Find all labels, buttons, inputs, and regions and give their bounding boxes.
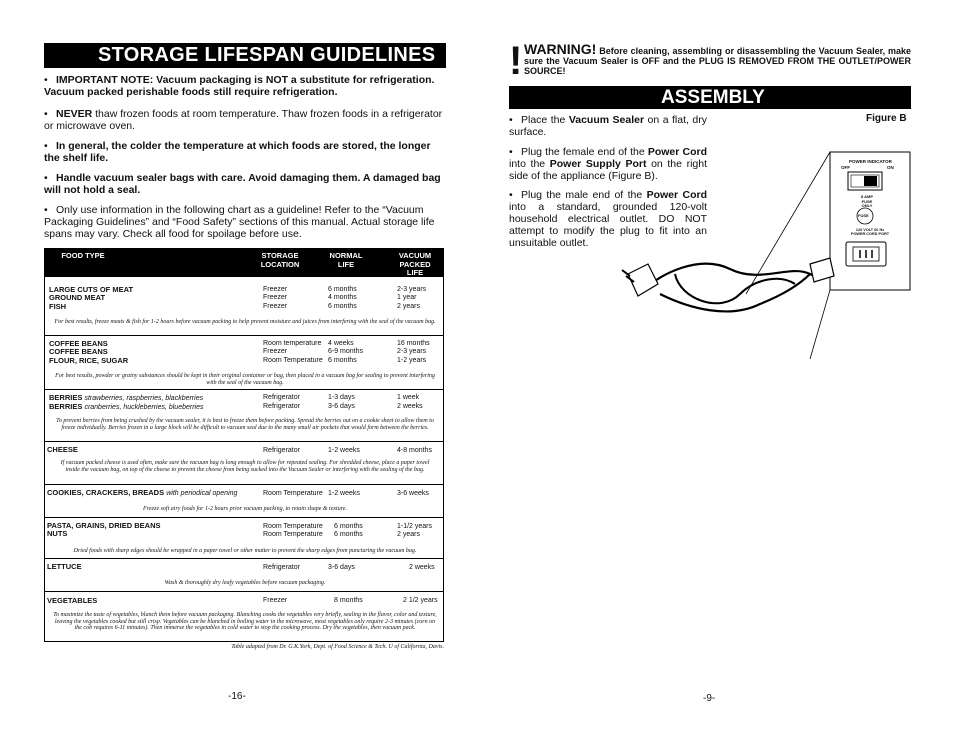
header-vacuum-packed-life: VACUUM PACKED LIFE — [398, 251, 432, 277]
table-row-normal: 4 months — [328, 294, 357, 301]
storage-table — [44, 248, 444, 642]
figure-caption: Figure B — [866, 113, 907, 124]
table-row-normal: 6 months — [328, 357, 357, 364]
page-number-right: -9- — [703, 693, 716, 704]
power-cord — [645, 264, 830, 289]
table-row-location: Refrigerator — [263, 403, 300, 410]
table-row-location: Freezer — [263, 597, 288, 604]
table-divider — [45, 517, 443, 518]
table-row-food: FISH — [49, 302, 67, 311]
bullet-colder-temp: • In general, the colder the temperature at which foods are stored, the longer the shelf life. — [44, 140, 431, 164]
fuse-label: FUSE — [858, 213, 869, 218]
table-note-coffee: For best results, powder or grainy substances should be kept in their original container or bag, then placed in a vacuum bag for sealing to prevent interfering with the seal of the vacuum bag. — [55, 373, 435, 386]
table-row-location: Room Temperature — [263, 490, 323, 497]
table-row-vacuum: 2 years — [397, 531, 420, 538]
switch-on-label: ON — [887, 165, 894, 170]
table-row-location: Freezer — [263, 303, 288, 310]
header-food-type: FOOD TYPE — [61, 251, 105, 260]
table-row-normal: 3-6 days — [328, 403, 355, 410]
table-row-normal: 6 months — [328, 303, 357, 310]
table-row-food: NUTS — [47, 529, 68, 538]
table-row-location: Room temperature — [263, 340, 322, 347]
table-row-vacuum: 1 year — [397, 294, 417, 301]
table-row-food: BERRIES cranberries, huckleberries, blueberries — [49, 402, 204, 411]
bullet-never-thaw: • NEVER thaw frozen foods at room temperature. Thaw frozen foods in a refrigerator or microwave oven. — [44, 108, 443, 132]
step-plug-female: • Plug the female end of the Power Cord into the Power Supply Port on the right side of the appliance (Figure B). — [509, 146, 707, 182]
table-row-location: Refrigerator — [263, 447, 300, 454]
table-row-location: Room Temperature — [263, 531, 323, 538]
table-header — [45, 249, 443, 277]
table-row-food: FLOUR, RICE, SUGAR — [49, 356, 129, 365]
table-row-location: Room Temperature — [263, 523, 323, 530]
bullet-important-note: • IMPORTANT NOTE: Vacuum packaging is NOT a substitute for refrigeration. Vacuum packed perishable foods still require refrigeration. — [44, 74, 435, 98]
table-row-vacuum: 2 weeks — [409, 564, 435, 571]
header-storage-location: STORAGE LOCATION — [260, 251, 300, 269]
power-port-icon — [846, 242, 886, 266]
page-title: STORAGE LIFESPAN GUIDELINES — [44, 43, 446, 68]
table-row-food: VEGETABLES — [47, 596, 98, 605]
table-divider — [45, 441, 443, 442]
table-row-normal: 3-6 days — [328, 564, 355, 571]
table-row-vacuum: 2 1/2 years — [403, 597, 438, 604]
bullet-handle-bags: • Handle vacuum sealer bags with care. Avoid damaging them. A damaged bag will not hold a seal. — [44, 172, 441, 196]
table-row-location: Refrigerator — [263, 394, 300, 401]
switch-off-label: OFF — [841, 165, 850, 170]
table-row-vacuum: 1 week — [397, 394, 420, 401]
power-cord-loop — [675, 274, 795, 303]
table-row-normal: 1-3 days — [328, 394, 355, 401]
table-row-food: COFFEE BEANS — [49, 347, 108, 356]
table-row-food: LARGE CUTS OF MEAT — [49, 285, 134, 294]
warning-text — [524, 41, 911, 76]
table-row-location: Freezer — [263, 348, 288, 355]
table-row-vacuum: 16 months — [397, 340, 430, 347]
table-row-food: LETTUCE — [47, 562, 82, 571]
table-row-vacuum: 2 years — [397, 303, 420, 310]
table-row-location: Freezer — [263, 286, 288, 293]
table-row-normal: 6 months — [334, 523, 363, 530]
table-row-food: BERRIES strawberries, raspberries, blackberries — [49, 393, 204, 402]
table-note-pasta: Dried foods with sharp edges should be wrapped in a paper towel or other matter to prevent the sharp edges from puncturing the vacuum bag. — [73, 548, 417, 554]
table-row-normal: 6-9 months — [328, 348, 364, 355]
table-row-normal: 4 weeks — [328, 340, 354, 347]
table-row-food: CHEESE — [47, 445, 78, 454]
power-port-label: 120 VOLT 60 Hz POWER CORD PORT — [850, 228, 890, 237]
bullet-guideline: • Only use information in the following chart as a guideline! Refer to the “Vacuum Packaging Guidelines” and “Food Safety” sections of this manual. Actual storage life spans may vary. Check all food for spoilage before use. — [44, 204, 435, 240]
table-row-vacuum: 1-1/2 years — [397, 523, 433, 530]
table-row-food: COFFEE BEANS — [49, 339, 108, 348]
table-divider — [45, 558, 443, 559]
table-row-location: Freezer — [263, 294, 288, 301]
table-row-food: PASTA, GRAINS, DRIED BEANS — [47, 521, 161, 530]
table-note-berries: To prevent berries from being crushed by the vacuum sealer, it is best to freeze them before packing. Spread the berries out on a cookie sheet to allow them to freeze individually. Berries frozen in a large block will be difficult to vacuum seal due to the many small air pockets that would form between the berries. — [56, 418, 434, 431]
table-row-food: GROUND MEAT — [49, 293, 106, 302]
table-divider — [45, 389, 443, 390]
step-plug-male: • Plug the male end of the Power Cord into a standard, grounded 120-volt household electrical outlet. DO NOT attempt to modify the plug to fit into an unsuitable outlet. — [509, 189, 707, 249]
table-row-normal: 1-2 weeks — [328, 490, 360, 497]
male-plug-icon — [622, 264, 658, 296]
table-source-credit: Table adapted from Dr. G.K.York, Dept. of Food Science & Tech. U of California, Davis. — [231, 644, 444, 650]
perspective-line — [810, 290, 830, 359]
appliance-side-panel — [830, 152, 910, 290]
page-number-left: -16- — [228, 691, 246, 702]
step-place-sealer: • Place the Vacuum Sealer on a flat, dry surface. — [509, 114, 707, 138]
table-row-vacuum: 3-6 weeks — [397, 490, 429, 497]
table-row-food: COOKIES, CRACKERS, BREADS with periodical opening — [47, 488, 238, 497]
table-row-normal: 6 months — [334, 531, 363, 538]
table-row-vacuum: 4-8 months — [397, 447, 433, 454]
table-row-vacuum: 1-2 years — [397, 357, 427, 364]
table-row-normal: 6 months — [328, 286, 357, 293]
table-row-vacuum: 2 weeks — [397, 403, 423, 410]
table-divider — [45, 484, 443, 485]
amp-label: 8 AMP FUSE ONLY — [860, 194, 874, 208]
table-note-cheese: If vacuum packed cheese is used often, make sure the vacuum bag is long enough to allow for repeated sealing. For shredded cheese, place a paper towel inside the vacuum bag, on top of the cheese to prevent the cheese from being sucked into the Vacuum Sealer or interfering with the sealing of the bag. — [60, 460, 430, 473]
exclamation-icon: ! — [509, 39, 523, 83]
table-row-normal: 8 months — [334, 597, 363, 604]
table-row-location: Room Temperature — [263, 357, 323, 364]
header-normal-life: NORMAL LIFE — [329, 251, 363, 269]
warning-body: Before cleaning, assembling or disassembling the Vacuum Sealer, make sure the Vacuum Sealer is OFF and the PLUG IS REMOVED FROM THE OUTLET/POWER SOURCE! — [524, 46, 911, 76]
warning-box — [509, 39, 911, 83]
table-row-vacuum: 2-3 years — [397, 286, 427, 293]
table-note-lettuce: Wash & thoroughly dry leafy vegetables before vacuum packaging. — [164, 580, 326, 586]
table-note-cookies: Freeze soft airy foods for 1-2 hours prior vacuum packing, to retain shape & texture. — [143, 506, 347, 512]
table-row-vacuum: 2-3 years — [397, 348, 427, 355]
power-switch-icon — [848, 172, 882, 190]
table-divider — [45, 591, 443, 592]
power-indicator-label: POWER INDICATOR — [849, 159, 892, 164]
table-note-vegetables: To maximize the taste of vegetables, blanch them before vacuum packaging. Blanching cooks the vegetables very briefly, sealing in the flavor, color and texture, leaving the vegetables cooked but still crisp. Vegetables can be blanched in boiling water in the microwave, most vegetables only require 2-3 minutes (corn on the cob requires 6-11 minutes). Then immerse the vegetables in cold water to stop the cooking process. Dry the vegetables, then vacuum pack. — [53, 612, 437, 632]
table-row-normal: 1-2 weeks — [328, 447, 360, 454]
table-divider — [45, 335, 443, 336]
table-note-meat: For best results, freeze meats & fish for 1-2 hours before vacuum packing to help prevent moisture and juices from interfering with the seal of the vacuum bag. — [54, 319, 436, 325]
table-row-location: Refrigerator — [263, 564, 300, 571]
warning-title: WARNING! — [524, 41, 597, 57]
assembly-title: ASSEMBLY — [509, 86, 911, 109]
